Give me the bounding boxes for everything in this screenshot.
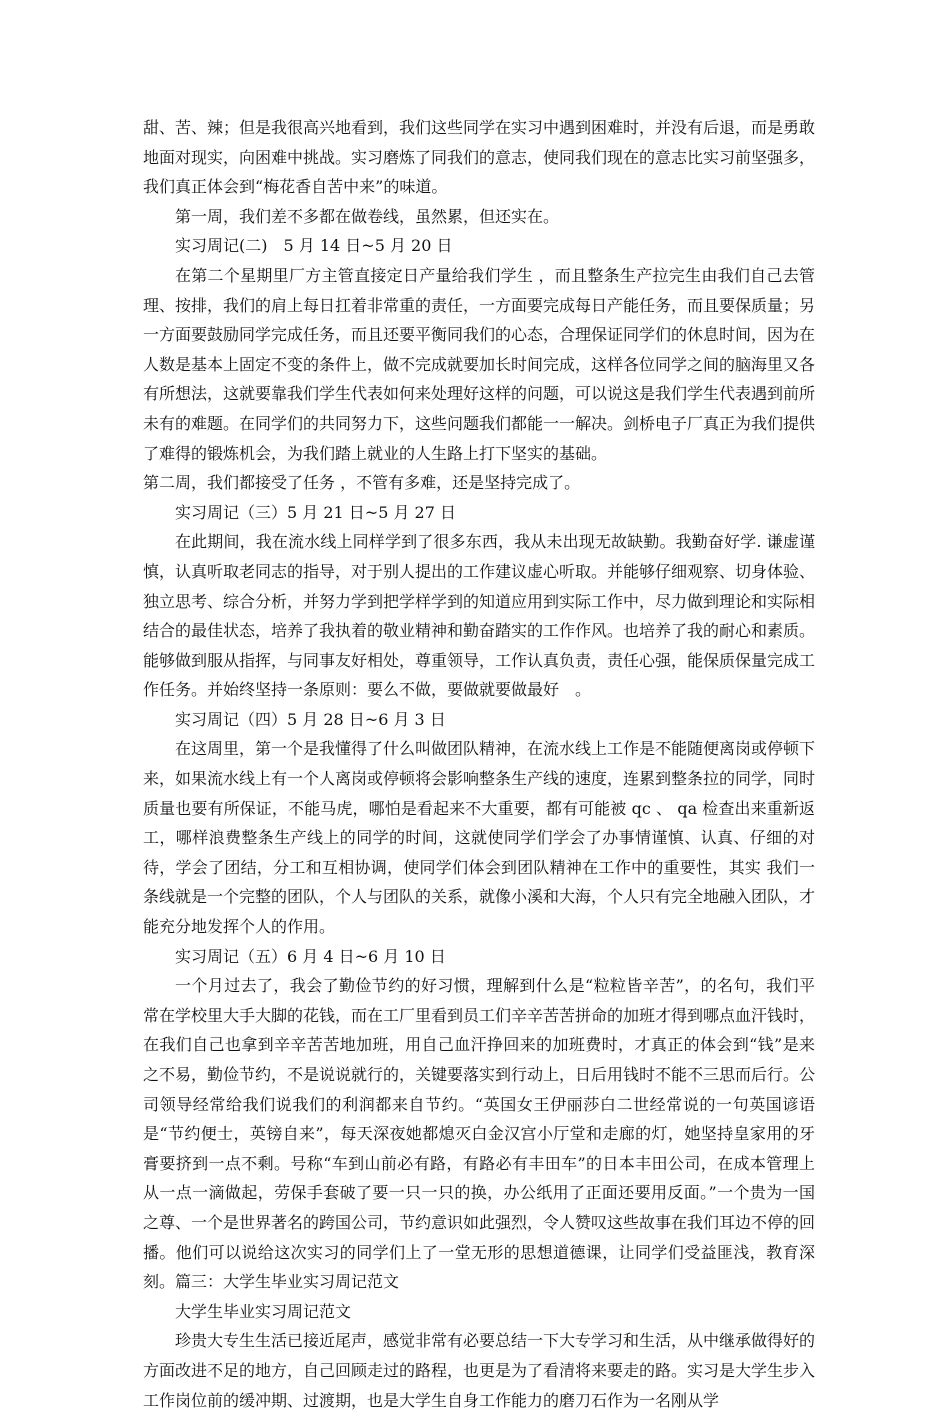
paragraph-week-one-summary: 第一周，我们差不多都在做卷线，虽然累，但还实在。 bbox=[175, 206, 560, 226]
paragraph-week-four: 在这周里，第一个是我懂得了什么叫做团队精神，在流水线上工作是不能随便离岗或停顿下来，如果流水线上有一个人离岗或停顿将会影响整条生产线的速度，连累到整条拉的同学，同时质量也要有所保证，不能马虎，哪怕是看起来不大重要，都有可能被 qc 、 qa 检查出来重新返工，哪样浪费整条生产线上的同学的时间，这就使同学们学会了办事情谨慎、认真、仔细的对待，学会了团结，分工和互相协调，使同学们体会到团队精神在工作中的重要性，其实 我们一条线就是一个完整的团队，个人与团队的关系，就像小溪和大海，个人只有完全地融入团队，才能充分地发挥个人的作用。 bbox=[143, 739, 816, 937]
document-body bbox=[143, 113, 815, 1415]
paragraph-week-five: 一个月过去了，我会了勤俭节约的好习惯，理解到什么是“粒粒皆辛苦”，的名句，我们平常在学校里大手大脚的花钱，而在工厂里看到员工们辛辛苦苦拼命的加班才得到哪点血汗钱时，在我们自己也拿到辛辛苦苦地加班，用自己血汗挣回来的加班费时，才真正的体会到“钱”是来之不易，勤俭节约，不是说说就行的，关键要落实到行动上，日后用钱时不能不三思而后行。公司领导经常给我们说我们的利润都来自节约。“英国女王伊丽莎白二世经常说的一句英国谚语是“节约便士，英镑自来”，每天深夜她都熄灭白金汉宫小厅堂和走廊的灯，她坚持皇家用的牙膏要挤到一点不剩。号称“车到山前必有路，有路必有丰田车”的日本丰田公司，在成本管理上从一点一滴做起，劳保手套破了要一只一只的换，办公纸用了正面还要用反面。”一个贵为一国之尊、一个是世界著名的跨国公司，节约意识如此强烈，令人赞叹这些故事在我们耳边不停的回播。他们可以说给这次实习的同学们上了一堂无形的思想道德课，让同学们受益匪浅，教育深刻。篇三：大学生毕业实习周记范文 bbox=[143, 976, 816, 1292]
section-heading-week-three: 实习周记（三）5 月 21 日~5 月 27 日 bbox=[175, 502, 457, 522]
section-heading-week-two: 实习周记(二) 5 月 14 日~5 月 20 日 bbox=[175, 236, 453, 256]
section-heading-week-five: 实习周记（五）6 月 4 日~6 月 10 日 bbox=[175, 946, 446, 966]
section-heading-sample-journal: 大学生毕业实习周记范文 bbox=[175, 1301, 352, 1321]
paragraph-opening: 甜、苦、辣；但是我很高兴地看到，我们这些同学在实习中遇到困难时，并没有后退，而是勇敢地面对现实，向困难中挑战。实习磨炼了同我们的意志，使同我们现在的意志比实习前坚强多，我们真正体会到“梅花香自苦中来”的味道。 bbox=[143, 118, 816, 197]
section-heading-week-four: 实习周记（四）5 月 28 日~6 月 3 日 bbox=[175, 709, 446, 729]
paragraph-sample-journal: 珍贵大专生生活已接近尾声，感觉非常有必要总结一下大专学习和生活，从中继承做得好的方面改进不足的地方，自己回顾走过的路程，也更是为了看清将来要走的路。实习是大学生步入工作岗位前的缓冲期、过渡期，也是大学生自身工作能力的磨刀石作为一名刚从学 bbox=[143, 1331, 816, 1410]
paragraph-week-two-summary: 第二周，我们都接受了任务 ，不管有多难，还是坚持完成了。 bbox=[143, 473, 581, 493]
paragraph-week-three: 在此期间，我在流水线上同样学到了很多东西，我从未出现无故缺勤。我勤奋好学. 谦虚谨慎，认真听取老同志的指导，对于别人提出的工作建议虚心听取。并能够仔细观察、切身体验、独立思考、综合分析，并努力学到把学样学到的知道应用到实际工作中，尽力做到理论和实际相结合的最佳状态，培养了我执着的敬业精神和勤奋踏实的工作作风。也培养了我的耐心和素质。能够做到服从指挥，与同事友好相处，尊重领导，工作认真负责，责任心强，能保质保量完成工作任务。并始终坚持一条原则：要么不做，要做就要做最好 。 bbox=[143, 532, 816, 700]
paragraph-week-two: 在第二个星期里厂方主管直接定日产量给我们学生 ，而且整条生产拉完生由我们自己去管理、按排，我们的肩上每日扛着非常重的责任，一方面要完成每日产能任务，而且要保质量；另一方面要鼓励同学完成任务，而且还要平衡同我们的心态，合理保证同学们的休息时间，因为在人数是基本上固定不变的条件上，做不完成就要加长时间完成，这样各位同学之间的脑海里又各有所想法，这就要靠我们学生代表如何来处理好这样的问题，可以说这是我们学生代表遇到前所未有的难题。在同学们的共同努力下，这些问题我们都能一一解决。剑桥电子厂真正为我们提供了难得的锻炼机会，为我们踏上就业的人生路上打下坚实的基础。 bbox=[143, 265, 816, 463]
